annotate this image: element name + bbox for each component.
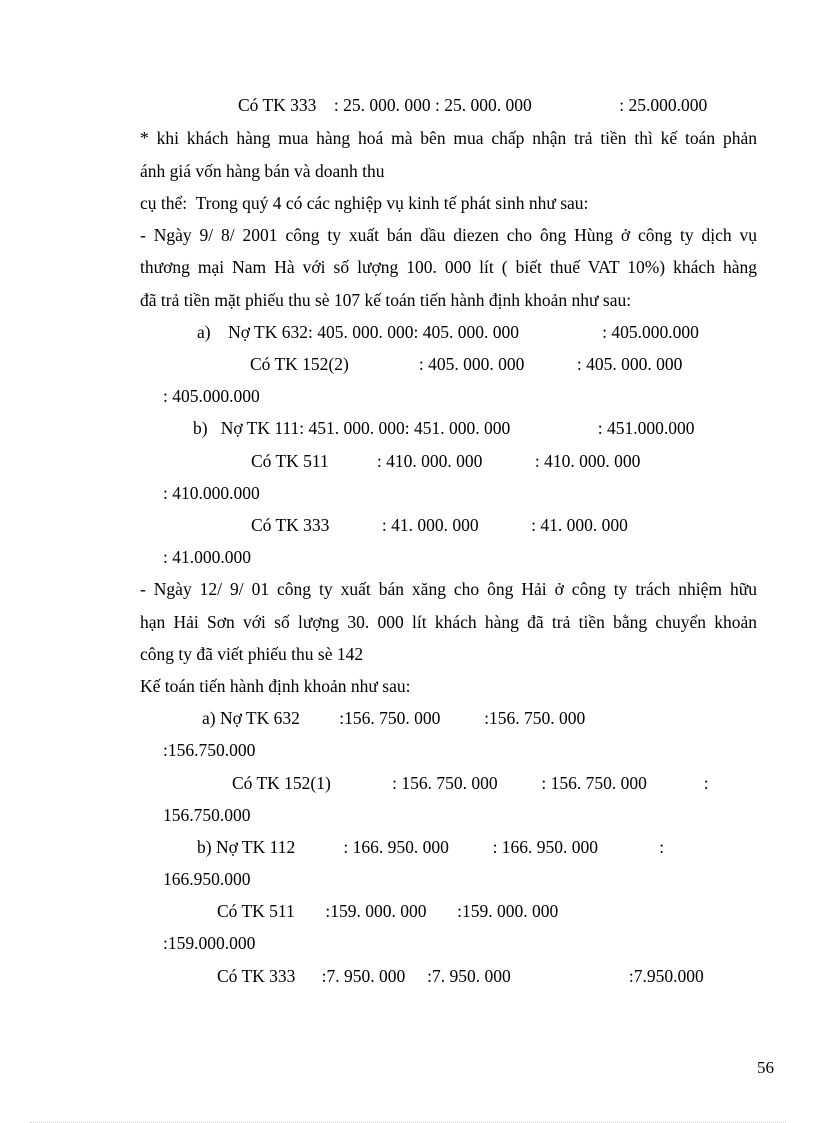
text-line: đã trả tiền mặt phiếu thu sè 107 kế toán tiến hành định khoản như sau: bbox=[140, 290, 632, 310]
text-line: :159.000.000 bbox=[163, 933, 256, 953]
page-number: 56 bbox=[757, 1058, 774, 1077]
text-line: : 41.000.000 bbox=[163, 547, 251, 567]
text-line: b) Nợ TK 111: 451. 000. 000: 451. 000. 000 : 451.000.000 bbox=[193, 418, 695, 438]
text-line: b) Nợ TK 112 : 166. 950. 000 : 166. 950. 000 : bbox=[197, 837, 665, 857]
text-line: cụ thể: Trong quý 4 có các nghiệp vụ kinh tế phát sinh như sau: bbox=[140, 193, 589, 213]
text-line: : 410.000.000 bbox=[163, 483, 260, 503]
text-line: Có TK 152(1) : 156. 750. 000 : 156. 750. 000 : bbox=[232, 773, 709, 793]
text-line: ánh giá vốn hàng bán và doanh thu bbox=[140, 161, 385, 181]
text-line: : 405.000.000 bbox=[163, 386, 260, 406]
text-line: :156.750.000 bbox=[163, 740, 256, 760]
text-line: * khi khách hàng mua hàng hoá mà bên mua chấp nhận trả tiền thì kế toán phản bbox=[140, 128, 757, 148]
text-line: 156.750.000 bbox=[163, 805, 251, 825]
text-line: - Ngày 9/ 8/ 2001 công ty xuất bán dầu diezen cho ông Hùng ở công ty dịch vụ bbox=[140, 225, 757, 245]
text-line: thương mại Nam Hà với số lượng 100. 000 lít ( biết thuế VAT 10%) khách hàng bbox=[140, 257, 757, 277]
text-line: a) Nợ TK 632: 405. 000. 000: 405. 000. 000 : 405.000.000 bbox=[197, 322, 699, 342]
text-line: a) Nợ TK 632 :156. 750. 000 :156. 750. 000 bbox=[202, 708, 586, 728]
text-line: 166.950.000 bbox=[163, 869, 251, 889]
text-line: Có TK 511 : 410. 000. 000 : 410. 000. 000 bbox=[251, 451, 641, 471]
text-line: Có TK 333 : 41. 000. 000 : 41. 000. 000 bbox=[251, 515, 628, 535]
text-line: Có TK 333 : 25. 000. 000 : 25. 000. 000 : 25.000.000 bbox=[238, 95, 708, 115]
text-line: công ty đã viết phiếu thu sè 142 bbox=[140, 644, 364, 664]
text-line: Có TK 511 :159. 000. 000 :159. 000. 000 bbox=[217, 901, 559, 921]
text-line: - Ngày 12/ 9/ 01 công ty xuất bán xăng cho ông Hải ở công ty trách nhiệm hữu bbox=[140, 579, 757, 599]
text-line: Có TK 333 :7. 950. 000 :7. 950. 000 :7.950.000 bbox=[217, 966, 704, 986]
text-line: hạn Hải Sơn với số lượng 30. 000 lít khách hàng đã trả tiền bằng chuyển khoản bbox=[140, 612, 757, 632]
text-line: Có TK 152(2) : 405. 000. 000 : 405. 000. 000 bbox=[250, 354, 683, 374]
text-line: Kế toán tiến hành định khoản như sau: bbox=[140, 676, 411, 696]
